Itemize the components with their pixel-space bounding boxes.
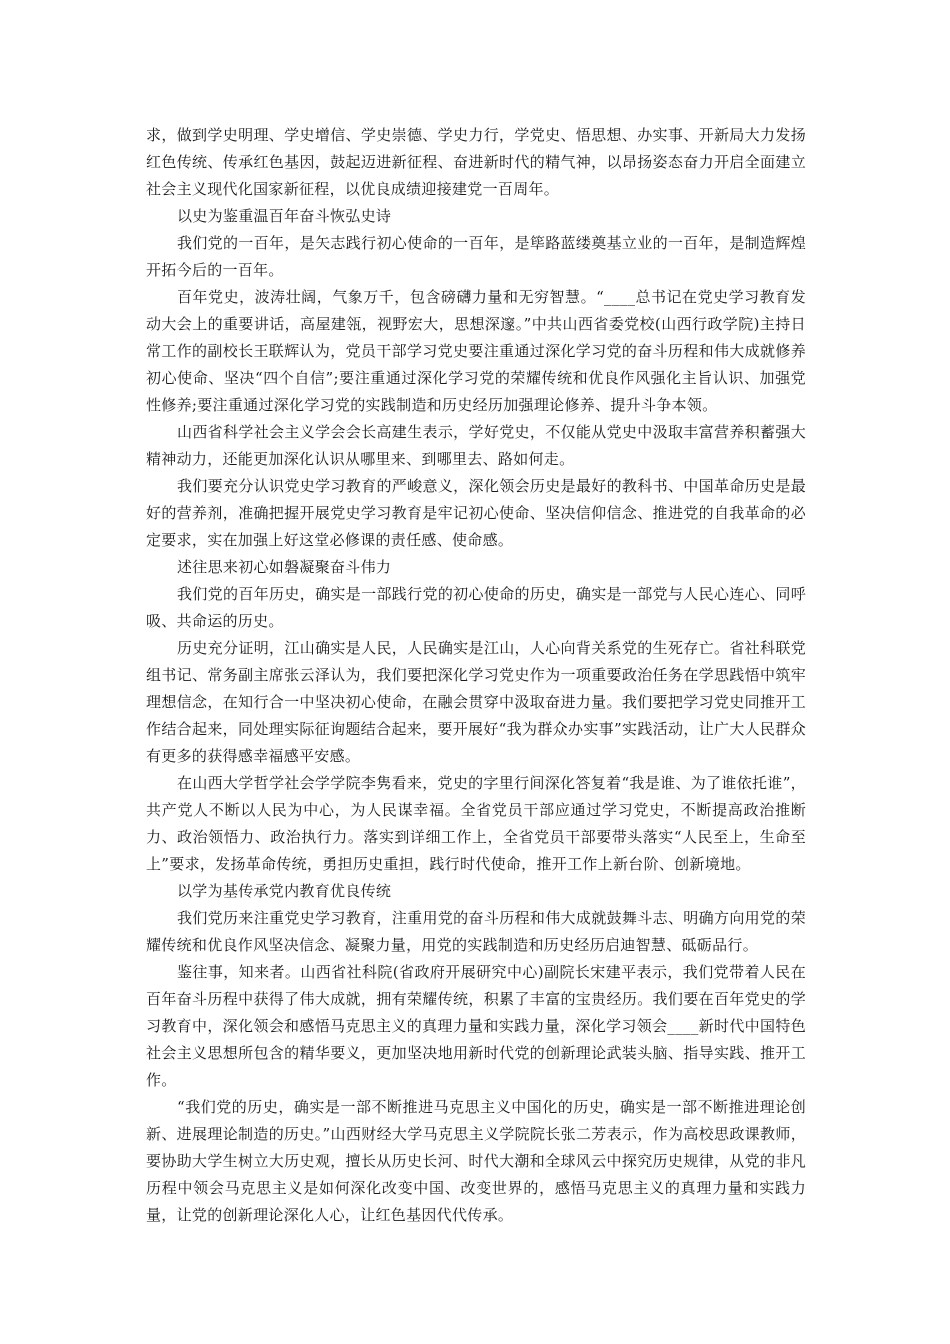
section-heading-3: 以学为基传承党内教育优良传统 xyxy=(177,882,392,900)
paragraph: 山西省科学社会主义学会会长高建生表示，学好党史，不仅能从党史中汲取丰富营养积蓄强大精神动力，还能更加深化认识从哪里来、到哪里去、路如何走。 xyxy=(146,423,806,468)
paragraph: 我们党的百年历史，确实是一部践行党的初心使命的历史，确实是一部党与人民心连心、同呼吸、共命运的历史。 xyxy=(146,585,806,630)
paragraph-intro: 求，做到学史明理、学史增信、学史崇德、学史力行，学党史、悟思想、办实事、开新局大力发扬红色传统、传承红色基因，鼓起迈进新征程、奋进新时代的精气神，以昂扬姿态奋力开启全面建立社会主义现代化国家新征程，以优良成绩迎接建党一百周年。 xyxy=(146,126,806,198)
paragraph: 百年党史，波涛壮阔，气象万千，包含磅礴力量和无穷智慧。“____总书记在党史学习教育发动大会上的重要讲话，高屋建瓴，视野宏大，思想深邃。”中共山西省委党校(山西行政学院)主持日常工作的副校长王联辉认为，党员干部学习党史要注重通过深化学习党的奋斗历程和伟大成就修养初心使命、坚决“四个自信”;要注重通过深化学习党的荣耀传统和优良作风强化主旨认识、加强党性修养;要注重通过深化学习党的实践制造和历史经历加强理论修养、提升斗争本领。 xyxy=(146,288,806,414)
paragraph: 鉴往事，知来者。山西省社科院(省政府开展研究中心)副院长宋建平表示，我们党带着人民在百年奋斗历程中获得了伟大成就，拥有荣耀传统，积累了丰富的宝贵经历。我们要在百年党史的学习教育中，深化领会和感悟马克思主义的真理力量和实践力量，深化学习领会____新时代中国特色社会主义思想所包含的精华要义，更加坚决地用新时代党的创新理论武装头脑、指导实践、推开工作。 xyxy=(146,963,806,1089)
paragraph: 我们党历来注重党史学习教育，注重用党的奋斗历程和伟大成就鼓舞斗志、明确方向用党的荣耀传统和优良作风坚决信念、凝聚力量，用党的实践制造和历史经历启迪智慧、砥砺品行。 xyxy=(146,909,806,954)
section-heading-1: 以史为鉴重温百年奋斗恢弘史诗 xyxy=(177,207,392,225)
paragraph: “我们党的历史，确实是一部不断推进马克思主义中国化的历史，确实是一部不断推进理论创新、进展理论制造的历史。”山西财经大学马克思主义学院院长张二芳表示，作为高校思政课教师，要协助大学生树立大历史观，擅长从历史长河、时代大潮和全球风云中探究历史规律，从党的非凡历程中领会马克思主义是如何深化改变中国、改变世界的，感悟马克思主义的真理力量和实践力量，让党的创新理论深化人心，让红色基因代代传承。 xyxy=(146,1098,806,1224)
paragraph: 在山西大学哲学社会学学院李隽看来，党史的字里行间深化答复着“我是谁、为了谁依托谁”，共产党人不断以人民为中心，为人民谋幸福。全省党员干部应通过学习党史，不断提高政治推断力、政治领悟力、政治执行力。落实到详细工作上，全省党员干部要带头落实“人民至上，生命至上”要求，发扬革命传统，勇担历史重担，践行时代使命，推开工作上新台阶、创新境地。 xyxy=(146,774,806,873)
document-body xyxy=(146,122,806,1229)
section-heading-2: 述往思来初心如磐凝聚奋斗伟力 xyxy=(177,558,392,576)
paragraph: 历史充分证明，江山确实是人民，人民确实是江山，人心向背关系党的生死存亡。省社科联党组书记、常务副主席张云泽认为，我们要把深化学习党史作为一项重要政治任务在学思践悟中筑牢理想信念，在知行合一中坚决初心使命，在融会贯穿中汲取奋进力量。我们要把学习党史同推开工作结合起来，同处理实际征询题结合起来，要开展好“我为群众办实事”实践活动，让广大人民群众有更多的获得感幸福感平安感。 xyxy=(146,639,806,765)
paragraph: 我们党的一百年，是矢志践行初心使命的一百年，是筚路蓝缕奠基立业的一百年，是制造辉煌开拓今后的一百年。 xyxy=(146,234,806,279)
paragraph: 我们要充分认识党史学习教育的严峻意义，深化领会历史是最好的教科书、中国革命历史是最好的营养剂，准确把握开展党史学习教育是牢记初心使命、坚决信仰信念、推进党的自我革命的必定要求，实在加强上好这堂必修课的责任感、使命感。 xyxy=(146,477,806,549)
